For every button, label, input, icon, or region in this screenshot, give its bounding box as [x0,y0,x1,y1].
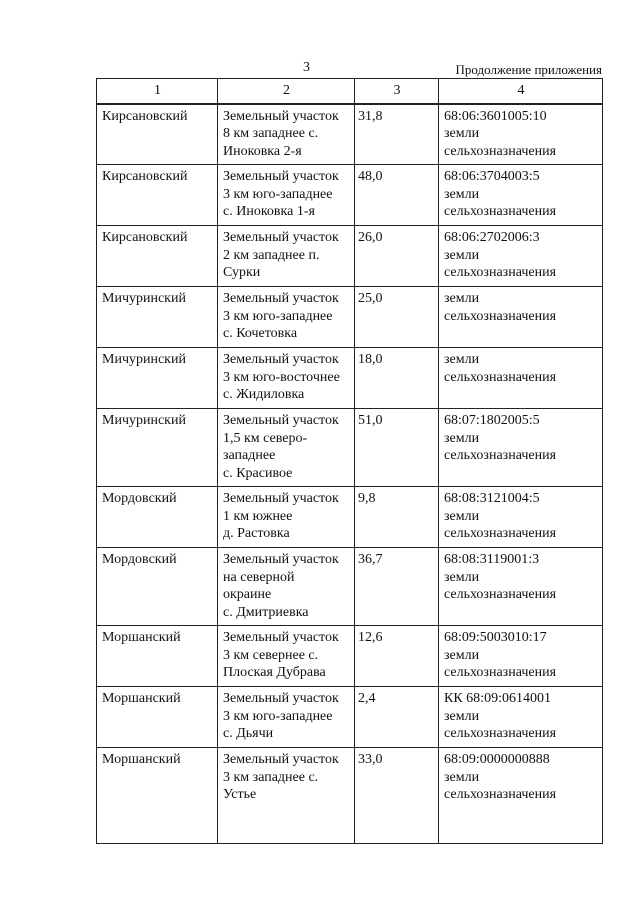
district-cell: Кирсановский [97,226,218,287]
column-header: 4 [439,79,603,104]
header-row [97,79,603,104]
description-cell: Земельный участок 2 км западнее п. Сурки [218,226,355,287]
area-cell: 36,7 [355,548,439,626]
district-cell: Моршанский [97,687,218,748]
info-cell: 68:08:3119001:3 земли сельхозназначения [439,548,603,626]
table-row [97,348,603,409]
land-plots-table [96,78,603,844]
table-row [97,687,603,748]
table-row [97,409,603,487]
district-cell: Кирсановский [97,165,218,226]
area-cell: 25,0 [355,287,439,348]
column-header: 2 [218,79,355,104]
table-row [97,104,603,165]
area-cell: 2,4 [355,687,439,748]
area-cell: 51,0 [355,409,439,487]
info-cell: 68:06:2702006:3 земли сельхозназначения [439,226,603,287]
area-cell: 18,0 [355,348,439,409]
district-cell: Мичуринский [97,348,218,409]
district-cell: Мичуринский [97,287,218,348]
info-cell: земли сельхозназначения [439,348,603,409]
table-row [97,226,603,287]
description-cell: Земельный участок 3 км юго-западнее с. Дьячи [218,687,355,748]
page-number: 3 [303,60,310,75]
district-cell: Мордовский [97,487,218,548]
district-cell: Моршанский [97,626,218,687]
area-cell: 33,0 [355,748,439,844]
table-row [97,748,603,844]
info-cell: 68:09:5003010:17 земли сельхозназначения [439,626,603,687]
description-cell: Земельный участок 1 км южнее д. Растовка [218,487,355,548]
column-header: 3 [355,79,439,104]
info-cell: 68:06:3601005:10 земли сельхозназначения [439,104,603,165]
info-cell: 68:08:3121004:5 земли сельхозназначения [439,487,603,548]
info-cell: 68:06:3704003:5 земли сельхозназначения [439,165,603,226]
description-cell: Земельный участок 3 км западнее с. Устье [218,748,355,844]
area-cell: 31,8 [355,104,439,165]
area-cell: 12,6 [355,626,439,687]
table-body [97,104,603,844]
table-row [97,287,603,348]
description-cell: Земельный участок 3 км юго-западнее с. Кочетовка [218,287,355,348]
table-row [97,548,603,626]
description-cell: Земельный участок 8 км западнее с. Иноковка 2-я [218,104,355,165]
description-cell: Земельный участок 3 км севернее с. Плоская Дубрава [218,626,355,687]
description-cell: Земельный участок 1,5 км северо- западнее с. Красивое [218,409,355,487]
info-cell: 68:07:1802005:5 земли сельхозназначения [439,409,603,487]
table-row [97,165,603,226]
table-header [97,79,603,104]
district-cell: Моршанский [97,748,218,844]
continuation-note: Продолжение приложения [455,62,602,77]
info-cell: 68:09:0000000888 земли сельхозназначения [439,748,603,844]
table-row [97,626,603,687]
district-cell: Мордовский [97,548,218,626]
table-row [97,487,603,548]
description-cell: Земельный участок на северной окраине с. Дмитриевка [218,548,355,626]
column-header: 1 [97,79,218,104]
district-cell: Кирсановский [97,104,218,165]
area-cell: 9,8 [355,487,439,548]
info-cell: КК 68:09:0614001 земли сельхозназначения [439,687,603,748]
description-cell: Земельный участок 3 км юго-западнее с. Иноковка 1-я [218,165,355,226]
info-cell: земли сельхозназначения [439,287,603,348]
district-cell: Мичуринский [97,409,218,487]
area-cell: 26,0 [355,226,439,287]
description-cell: Земельный участок 3 км юго-восточнее с. Жидиловка [218,348,355,409]
area-cell: 48,0 [355,165,439,226]
